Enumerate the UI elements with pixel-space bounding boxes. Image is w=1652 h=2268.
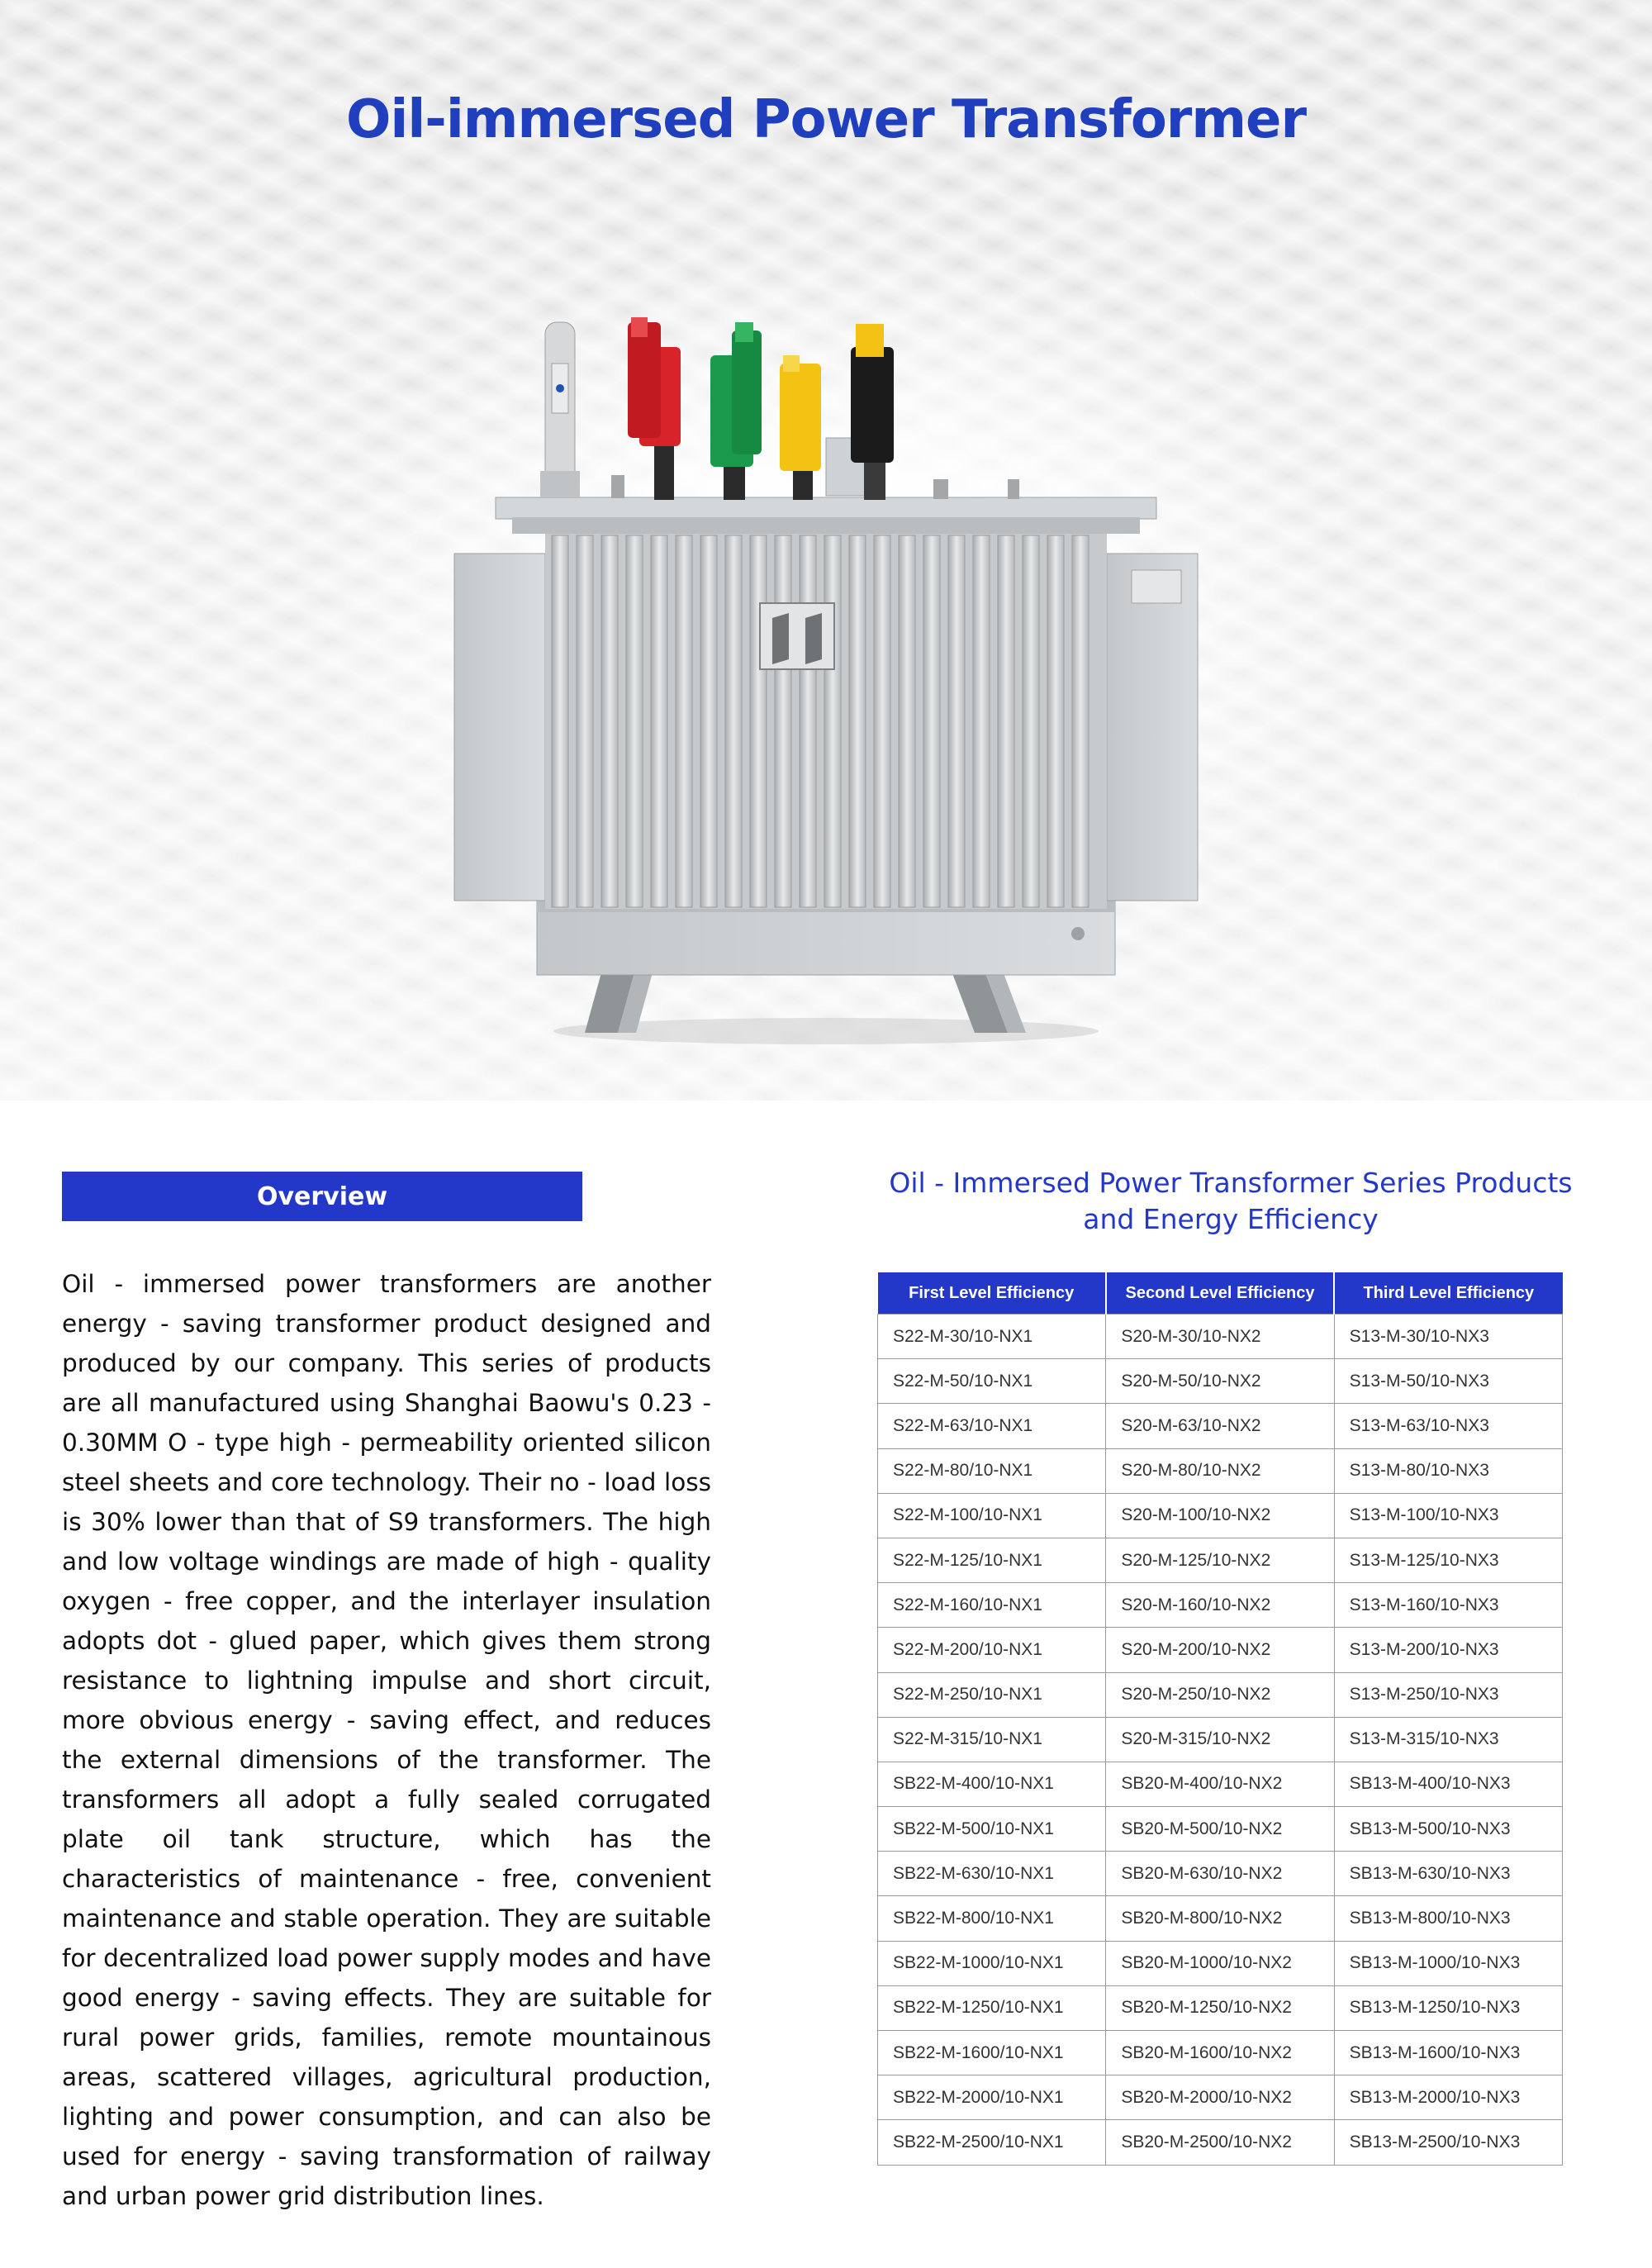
cell-first-level: SB22-M-500/10-NX1	[878, 1807, 1106, 1852]
cell-second-level: S20-M-160/10-NX2	[1106, 1583, 1334, 1628]
transformer-product-image	[438, 306, 1214, 1049]
table-row	[878, 1538, 1563, 1582]
cell-second-level: S20-M-315/10-NX2	[1106, 1717, 1334, 1762]
cell-third-level: S13-M-50/10-NX3	[1334, 1359, 1562, 1404]
corrugated-fins	[545, 529, 1107, 909]
products-table-title	[851, 1165, 1611, 1238]
cell-third-level: S13-M-100/10-NX3	[1334, 1493, 1562, 1538]
cell-second-level: S20-M-30/10-NX2	[1106, 1315, 1334, 1359]
cell-second-level: SB20-M-1600/10-NX2	[1106, 2031, 1334, 2075]
cell-first-level: SB22-M-1000/10-NX1	[878, 1941, 1106, 1985]
cell-third-level: S13-M-80/10-NX3	[1334, 1448, 1562, 1493]
efficiency-table	[877, 1272, 1563, 2166]
cell-third-level: S13-M-63/10-NX3	[1334, 1404, 1562, 1448]
table-row	[878, 1941, 1563, 1985]
cell-first-level: SB22-M-800/10-NX1	[878, 1896, 1106, 1941]
oil-conservator	[540, 322, 580, 497]
cell-first-level: SB22-M-400/10-NX1	[878, 1762, 1106, 1806]
overview-heading	[62, 1172, 582, 1221]
table-row	[878, 1762, 1563, 1806]
table-row	[878, 1359, 1563, 1404]
table-row	[878, 2120, 1563, 2165]
cell-third-level: SB13-M-800/10-NX3	[1334, 1896, 1562, 1941]
overview-paragraph: Oil - immersed power transformers are another energy - saving transformer product designed and produced by our company. This series of products are all manufactured using Shanghai Baowu's 0.23 - 0.30MM O - type high - permeability oriented silicon steel sheets and core technology. Their no - load loss is 30% lower than that of S9 transformers. The high and low voltage windings are made of high - quality oxygen - free copper, and the interlayer insulation adopts dot - glued paper, which gives them strong resistance to lightning impulse and short circuit, more obvious energy - saving effect, and reduces the external dimensions of the transformer. The transformers all adopt a fully sealed corrugated plate oil tank structure, which has the characteristics of maintenance - free, convenient maintenance and stable operation. They are suitable for decentralized load power supply modes and have good energy - saving effects. They are suitable for rural power grids, families, remote mountainous areas, scattered villages, agricultural production, lighting and power consumption, and can also be used for energy - saving transformation of railway and urban power grid distribution lines.	[62, 1270, 711, 2210]
cell-first-level: SB22-M-1250/10-NX1	[878, 1985, 1106, 2030]
cell-third-level: SB13-M-2500/10-NX3	[1334, 2120, 1562, 2165]
overview-heading-label: Overview	[256, 1182, 388, 1211]
cell-third-level: SB13-M-630/10-NX3	[1334, 1852, 1562, 1896]
cell-first-level: SB22-M-2500/10-NX1	[878, 2120, 1106, 2165]
cell-second-level: SB20-M-2000/10-NX2	[1106, 2075, 1334, 2120]
cell-second-level: S20-M-50/10-NX2	[1106, 1359, 1334, 1404]
table-row	[878, 1628, 1563, 1672]
hero-banner	[0, 0, 1652, 1101]
cell-first-level: S22-M-250/10-NX1	[878, 1672, 1106, 1717]
cell-second-level: S20-M-200/10-NX2	[1106, 1628, 1334, 1672]
table-row	[878, 2075, 1563, 2120]
cell-first-level: SB22-M-1600/10-NX1	[878, 2031, 1106, 2075]
cell-third-level: SB13-M-400/10-NX3	[1334, 1762, 1562, 1806]
cell-third-level: SB13-M-1000/10-NX3	[1334, 1941, 1562, 1985]
cell-third-level: SB13-M-1600/10-NX3	[1334, 2031, 1562, 2075]
cell-first-level: S22-M-30/10-NX1	[878, 1315, 1106, 1359]
table-row	[878, 1717, 1563, 1762]
cell-third-level: S13-M-200/10-NX3	[1334, 1628, 1562, 1672]
cell-second-level: SB20-M-630/10-NX2	[1106, 1852, 1334, 1896]
cell-second-level: S20-M-100/10-NX2	[1106, 1493, 1334, 1538]
cell-third-level: S13-M-315/10-NX3	[1334, 1717, 1562, 1762]
column-header-second-level: Second Level Efficiency	[1106, 1272, 1334, 1315]
cell-first-level: S22-M-315/10-NX1	[878, 1717, 1106, 1762]
products-title-line1: Oil - Immersed Power Transformer Series Products	[889, 1167, 1573, 1199]
cell-first-level: SB22-M-2000/10-NX1	[878, 2075, 1106, 2120]
cell-first-level: S22-M-100/10-NX1	[878, 1493, 1106, 1538]
column-header-third-level: Third Level Efficiency	[1334, 1272, 1562, 1315]
cell-third-level: S13-M-250/10-NX3	[1334, 1672, 1562, 1717]
cell-third-level: S13-M-30/10-NX3	[1334, 1315, 1562, 1359]
cell-first-level: S22-M-50/10-NX1	[878, 1359, 1106, 1404]
cell-second-level: SB20-M-1000/10-NX2	[1106, 1941, 1334, 1985]
table-row	[878, 1985, 1563, 2030]
cell-first-level: S22-M-200/10-NX1	[878, 1628, 1106, 1672]
table-row	[878, 1448, 1563, 1493]
cell-second-level: S20-M-125/10-NX2	[1106, 1538, 1334, 1582]
column-header-first-level: First Level Efficiency	[878, 1272, 1106, 1315]
table-row	[878, 1896, 1563, 1941]
table-row	[878, 1583, 1563, 1628]
cell-second-level: SB20-M-800/10-NX2	[1106, 1896, 1334, 1941]
cell-second-level: SB20-M-400/10-NX2	[1106, 1762, 1334, 1806]
cell-second-level: S20-M-80/10-NX2	[1106, 1448, 1334, 1493]
table-row	[878, 1807, 1563, 1852]
table-row	[878, 1315, 1563, 1359]
table-row	[878, 1493, 1563, 1538]
cell-third-level: S13-M-160/10-NX3	[1334, 1583, 1562, 1628]
cell-first-level: S22-M-160/10-NX1	[878, 1583, 1106, 1628]
products-title-line2: and Energy Efficiency	[1083, 1203, 1379, 1235]
cell-third-level: SB13-M-2000/10-NX3	[1334, 2075, 1562, 2120]
cell-first-level: S22-M-63/10-NX1	[878, 1404, 1106, 1448]
cell-third-level: SB13-M-1250/10-NX3	[1334, 1985, 1562, 2030]
cell-first-level: S22-M-125/10-NX1	[878, 1538, 1106, 1582]
green-phase-bushings	[710, 322, 762, 500]
cell-third-level: S13-M-125/10-NX3	[1334, 1538, 1562, 1582]
cell-second-level: SB20-M-500/10-NX2	[1106, 1807, 1334, 1852]
cell-second-level: S20-M-63/10-NX2	[1106, 1404, 1334, 1448]
table-row	[878, 2031, 1563, 2075]
cell-second-level: SB20-M-1250/10-NX2	[1106, 1985, 1334, 2030]
table-row	[878, 1852, 1563, 1896]
red-phase-bushings	[628, 317, 681, 500]
cell-first-level: S22-M-80/10-NX1	[878, 1448, 1106, 1493]
page-title: Oil-immersed Power Transformer	[345, 89, 1307, 150]
cell-second-level: SB20-M-2500/10-NX2	[1106, 2120, 1334, 2165]
cell-third-level: SB13-M-500/10-NX3	[1334, 1807, 1562, 1852]
cell-first-level: SB22-M-630/10-NX1	[878, 1852, 1106, 1896]
table-header-row	[878, 1272, 1563, 1315]
table-row	[878, 1404, 1563, 1448]
cell-second-level: S20-M-250/10-NX2	[1106, 1672, 1334, 1717]
table-body	[878, 1315, 1563, 2166]
table-row	[878, 1672, 1563, 1717]
